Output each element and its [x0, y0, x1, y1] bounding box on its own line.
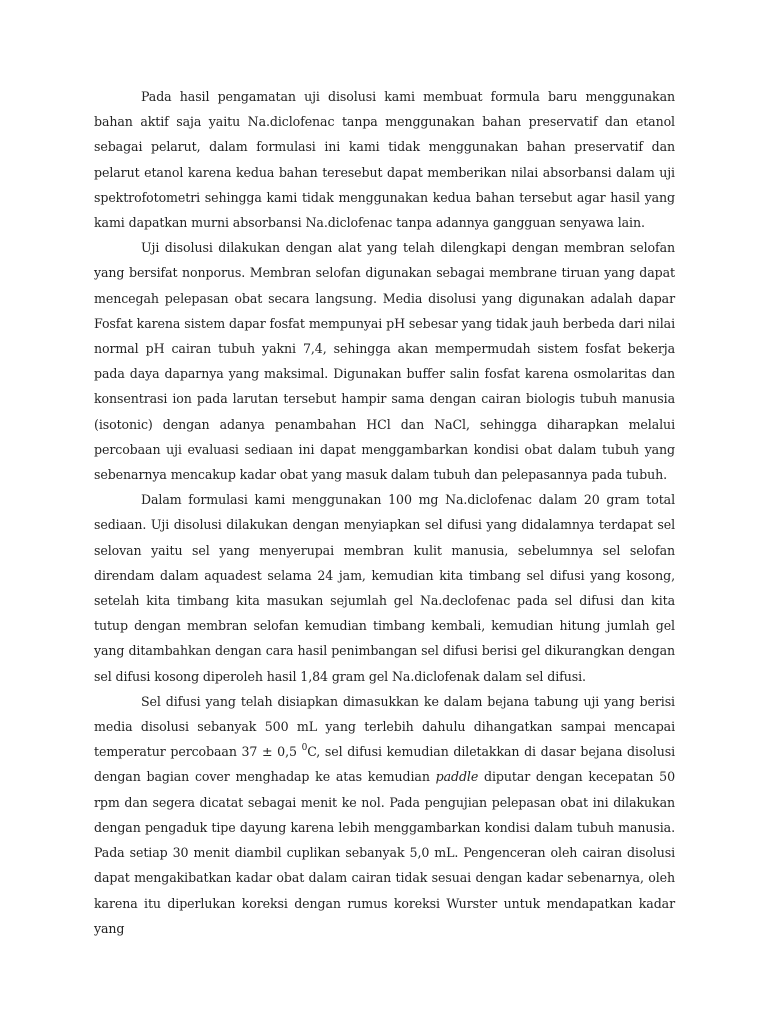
- italic-term-paddle: paddle: [435, 769, 479, 785]
- body-text: [94, 84, 675, 941]
- paragraph-2: Uji disolusi dilakukan dengan alat yang telah dilengkapi dengan membran selofan yang bersifat nonporus. Membran selofan digunakan sebagai membrane tiruan yang dapat mencegah pelepasan obat secara langsung. Media disolusi yang digunakan adalah dapar Fosfat karena sistem dapar fosfat mempunyai pH sebesar yang tidak jauh berbeda dari nilai normal pH cairan tubuh yakni 7,4, sehingga akan mempermudah sistem fosfat bekerja pada daya daparnya yang maksimal. Digunakan buffer salin fosfat karena osmolaritas dan konsentrasi ion pada larutan tersebut hampir sama dengan cairan biologis tubuh manusia (isotonic) dengan adanya penambahan HCl dan NaCl, sehingga diharapkan melalui percobaan uji evaluasi sediaan ini dapat menggambarkan kondisi obat dalam tubuh yang sebenarnya mencakup kadar obat yang masuk dalam tubuh dan pelepasannya pada tubuh.: [94, 240, 675, 483]
- paragraph-1: Pada hasil pengamatan uji disolusi kami membuat formula baru menggunakan bahan aktif saja yaitu Na.diclofenac tanpa menggunakan bahan preservatif dan etanol sebagai pelarut, dalam formulasi ini kami tidak menggunakan bahan preservatif dan pelarut etanol karena kedua bahan teresebut dapat memberikan nilai absorbansi dalam uji spektrofotometri sehingga kami tidak menggunakan kedua bahan tersebut agar hasil yang kami dapatkan murni absorbansi Na.diclofenac tanpa adannya gangguan senyawa lain.: [94, 89, 675, 231]
- paragraph-4-text-c: diputar dengan kecepatan 50 rpm dan segera dicatat sebagai menit ke nol. Pada pengujian pelepasan obat ini dilakukan dengan pengaduk tipe dayung karena lebih menggambarkan kondisi dalam tubuh manusia. Pada setiap 30 menit diambil cuplikan sebanyak 5,0 mL. Pengenceran oleh cairan disolusi dapat mengakibatkan kadar obat dalam cairan tidak sesuai dengan kadar sebenarnya, oleh karena itu diperlukan koreksi dengan rumus koreksi Wurster untuk mendapatkan kadar yang: [94, 769, 675, 936]
- paragraph-4-text-b: C, sel difusi kemudian diletakkan di dasar bejana disolusi dengan bagian cover menghadap ke atas kemudian: [94, 744, 675, 785]
- paragraph-4: [94, 689, 675, 941]
- degree-superscript: 0: [301, 743, 308, 754]
- paragraph-3: Dalam formulasi kami menggunakan 100 mg Na.diclofenac dalam 20 gram total sediaan. Uji disolusi dilakukan dengan menyiapkan sel difusi yang didalamnya terdapat sel selovan yaitu sel yang menyerupai membran kulit manusia, sebelumnya sel selofan direndam dalam aquadest selama 24 jam, kemudian kita timbang sel difusi yang kosong, setelah kita timbang kita masukan sejumlah gel Na.declofenac pada sel difusi dan kita tutup dengan membran selofan kemudian timbang kembali, kemudian hitung jumlah gel yang ditambahkan dengan cara hasil penimbangan sel difusi berisi gel dikurangkan dengan sel difusi kosong diperoleh hasil 1,84 gram gel Na.diclofenak dalam sel difusi.: [94, 492, 675, 684]
- paragraph-4-text-a: Sel difusi yang telah disiapkan dimasukkan ke dalam bejana tabung uji yang berisi media disolusi sebanyak 500 mL yang terlebih dahulu dihangatkan sampai mencapai temperatur percobaan 37 ± 0,5: [94, 693, 675, 760]
